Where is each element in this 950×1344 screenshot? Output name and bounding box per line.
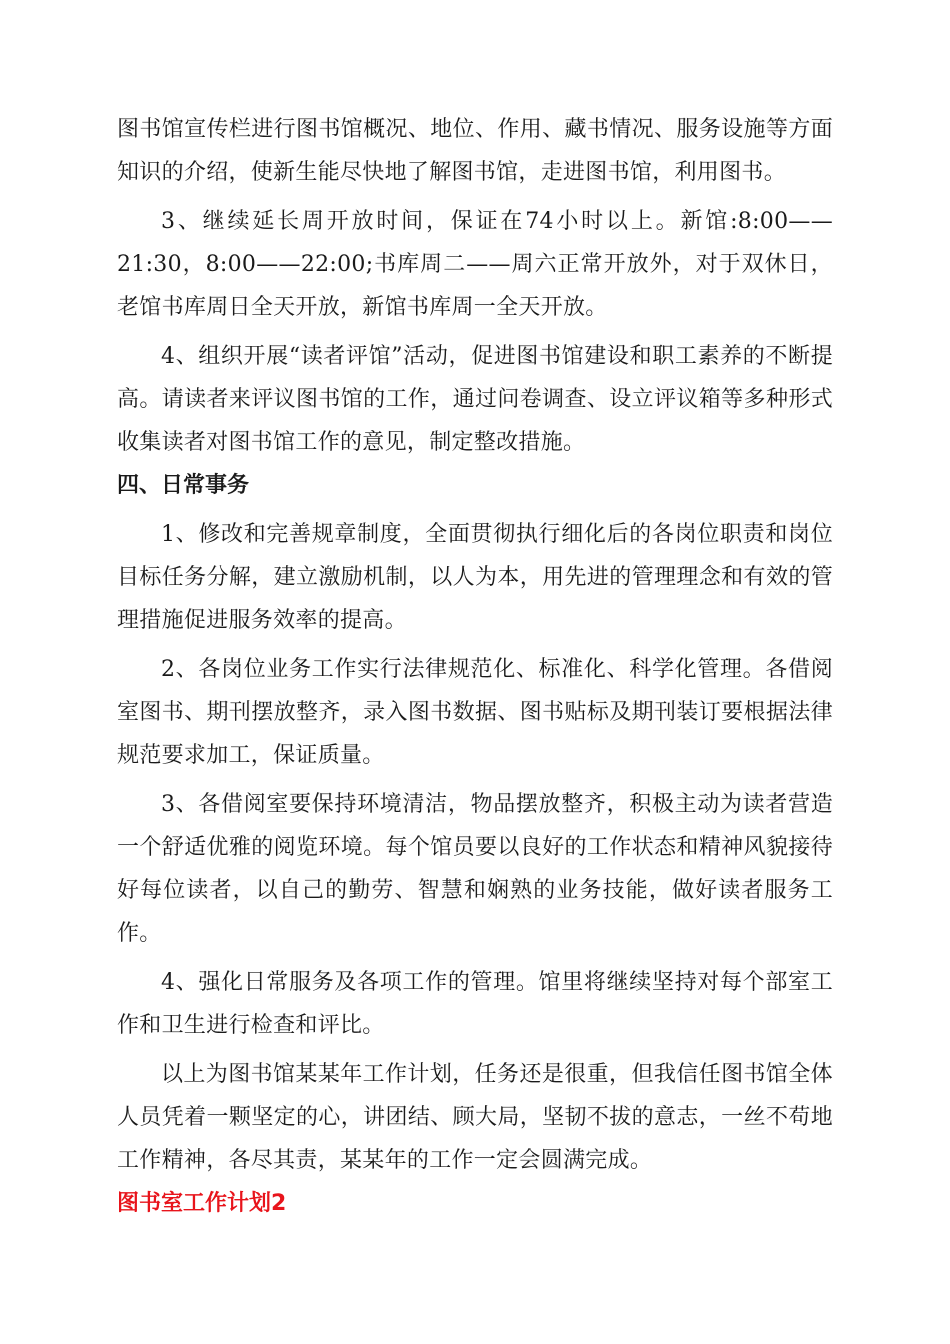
daily-item-4: 4、强化日常服务及各项工作的管理。馆里将继续坚持对每个部室工作和卫生进行检查和评比。 (117, 970, 833, 1038)
paragraph-item-4: 4、组织开展“读者评馆”活动，促进图书馆建设和职工素养的不断提高。请读者来评议图书馆的工作，通过问卷调查、设立评议箱等多种形式收集读者对图书馆工作的意见，制定整改措施。 (117, 344, 833, 455)
next-section-title: 图书室工作计划2 (117, 1191, 287, 1216)
paragraph-item-3: 3、继续延长周开放时间，保证在74小时以上。新馆:8:00——21:30，8:00——22:00;书库周二——周六正常开放外，对于双休日，老馆书库周日全天开放，新馆书库周一全天开放。 (117, 209, 833, 320)
daily-item-3: 3、各借阅室要保持环境清洁，物品摆放整齐，积极主动为读者营造一个舒适优雅的阅览环境。每个馆员要以良好的工作状态和精神风貌接待好每位读者，以自己的勤劳、智慧和娴熟的业务技能，做好读者服务工作。 (117, 792, 833, 946)
section-heading: 四、日常事务 (117, 473, 250, 498)
daily-item-1: 1、修改和完善规章制度，全面贯彻执行细化后的各岗位职责和岗位目标任务分解，建立激励机制，以人为本，用先进的管理理念和有效的管理措施促进服务效率的提高。 (117, 522, 833, 633)
daily-item-2: 2、各岗位业务工作实行法律规范化、标准化、科学化管理。各借阅室图书、期刊摆放整齐，录入图书数据、图书贴标及期刊装订要根据法律规范要求加工，保证质量。 (117, 657, 833, 768)
conclusion-paragraph: 以上为图书馆某某年工作计划，任务还是很重，但我信任图书馆全体人员凭着一颗坚定的心，讲团结、顾大局，坚韧不拔的意志，一丝不苟地工作精神，各尽其责，某某年的工作一定会圆满完成。 (117, 1062, 833, 1173)
intro-paragraph: 图书馆宣传栏进行图书馆概况、地位、作用、藏书情况、服务设施等方面知识的介绍，使新生能尽快地了解图书馆，走进图书馆，利用图书。 (117, 117, 833, 185)
document-page (117, 108, 833, 1225)
